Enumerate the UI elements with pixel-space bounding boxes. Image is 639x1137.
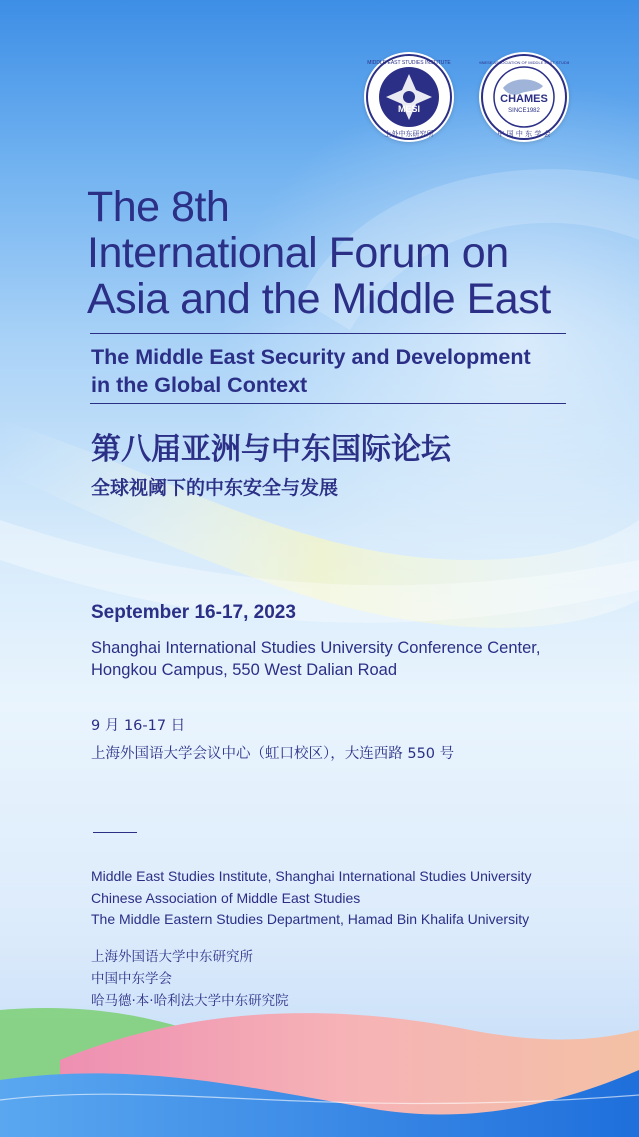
- organizer-item: Middle East Studies Institute, Shanghai International Studies University: [91, 868, 532, 884]
- forum-title: [87, 184, 587, 322]
- forum-subtitle: [91, 343, 581, 399]
- mesi-logo-cn-text: 上外中东研究所: [384, 130, 434, 138]
- title-divider-top: [90, 333, 566, 334]
- title-line-2: International Forum on: [87, 229, 509, 277]
- cn-forum-subtitle: 全球视阈下的中东安全与发展: [91, 477, 339, 499]
- title-divider-bottom: [90, 403, 566, 404]
- subtitle-line-1: The Middle East Security and Development: [91, 345, 531, 369]
- cn-event-venue: 上海外国语大学会议中心（虹口校区），大连西路 550 号: [91, 746, 455, 762]
- cn-organizer-list: [91, 946, 289, 1012]
- mesi-logo-ring-text: MIDDLE EAST STUDIES INSTITUTE: [367, 60, 451, 66]
- venue-line-2: Hongkou Campus, 550 West Dalian Road: [91, 661, 398, 679]
- cn-organizer-item: 上海外国语大学中东研究所: [91, 949, 253, 965]
- subtitle-line-2: in the Global Context: [91, 373, 308, 397]
- venue-line-1: Shanghai International Studies University Conference Center,: [91, 639, 541, 657]
- chames-logo-since: SINCE1982: [508, 108, 540, 114]
- cn-forum-title: 第八届亚洲与中东国际论坛: [91, 432, 451, 467]
- organizer-item: Chinese Association of Middle East Studies: [91, 889, 361, 906]
- organizer-item: The Middle Eastern Studies Department, Hamad Bin Khalifa University: [91, 911, 530, 927]
- mesi-logo: [364, 52, 454, 142]
- mesi-logo-abbr: MESI: [397, 104, 421, 114]
- event-date: September 16-17, 2023: [91, 602, 296, 623]
- chames-logo-cn-text: 中 国 中 东 学 会: [497, 130, 551, 138]
- cn-event-date: 9 月 16-17 日: [91, 718, 186, 734]
- title-line-1: The 8th: [87, 183, 230, 231]
- chames-logo: [479, 52, 569, 142]
- chames-logo-abbr: CHAMES: [500, 93, 548, 105]
- title-line-3: Asia and the Middle East: [87, 275, 551, 323]
- cn-organizer-item: 哈马德·本·哈利法大学中东研究院: [91, 993, 289, 1009]
- event-venue: [91, 637, 571, 681]
- chames-logo-ring-text: CHINESE ASSOCIATION OF MIDDLE EAST STUDIES: [479, 60, 569, 65]
- cn-organizer-item: 中国中东学会: [91, 971, 172, 987]
- section-divider: [93, 832, 137, 833]
- organizer-list: [91, 866, 531, 931]
